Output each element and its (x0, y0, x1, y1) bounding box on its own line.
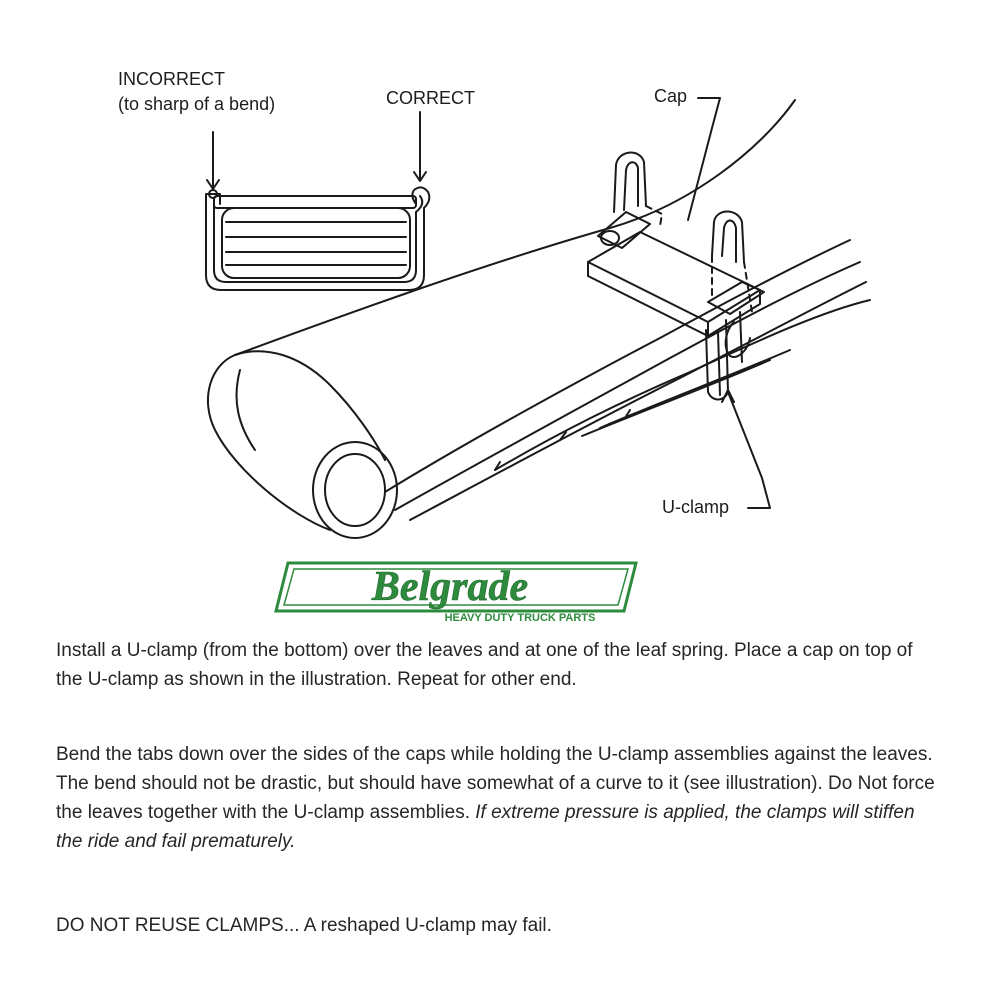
instruction-paragraph-3: DO NOT REUSE CLAMPS... A reshaped U-clamp may fail. (56, 915, 552, 936)
incorrect-label: INCORRECT (118, 69, 225, 89)
belgrade-logo (272, 553, 640, 625)
instruction-paragraph-1: Install a U-clamp (from the bottom) over the leaves and at one of the leaf spring. Place a cap on top of the U-clamp as shown in the illustration. Repeat for other end. (56, 640, 913, 690)
u-clamp-left (598, 153, 662, 248)
instruction-paragraph-2-text: Bend the tabs down over the sides of the caps while holding the U-clamp assemblies against the leaves. The bend should not be drastic, but should have somewhat of a curve to it (see illustration). Do Not force the leaves together with the U-clamp assemblies. (56, 744, 935, 823)
logo-tagline-text: HEAVY DUTY TRUCK PARTS (444, 612, 596, 624)
logo-brand-text: Belgrade (371, 564, 529, 610)
incorrect-note-label: (to sharp of a bend) (118, 94, 276, 114)
correct-label: CORRECT (386, 88, 475, 108)
instruction-paragraph-2 (56, 740, 936, 856)
u-clamp-right (708, 212, 764, 357)
cap-label: Cap (654, 86, 688, 106)
instruction-warning-text: If extreme pressure is applied, the clamps will stiffen the ride and fail prematurely. (56, 802, 915, 852)
leaf-spring (208, 100, 870, 538)
clamp-cross-section-inset (206, 112, 429, 290)
u-clamp-label: U-clamp (662, 497, 730, 517)
